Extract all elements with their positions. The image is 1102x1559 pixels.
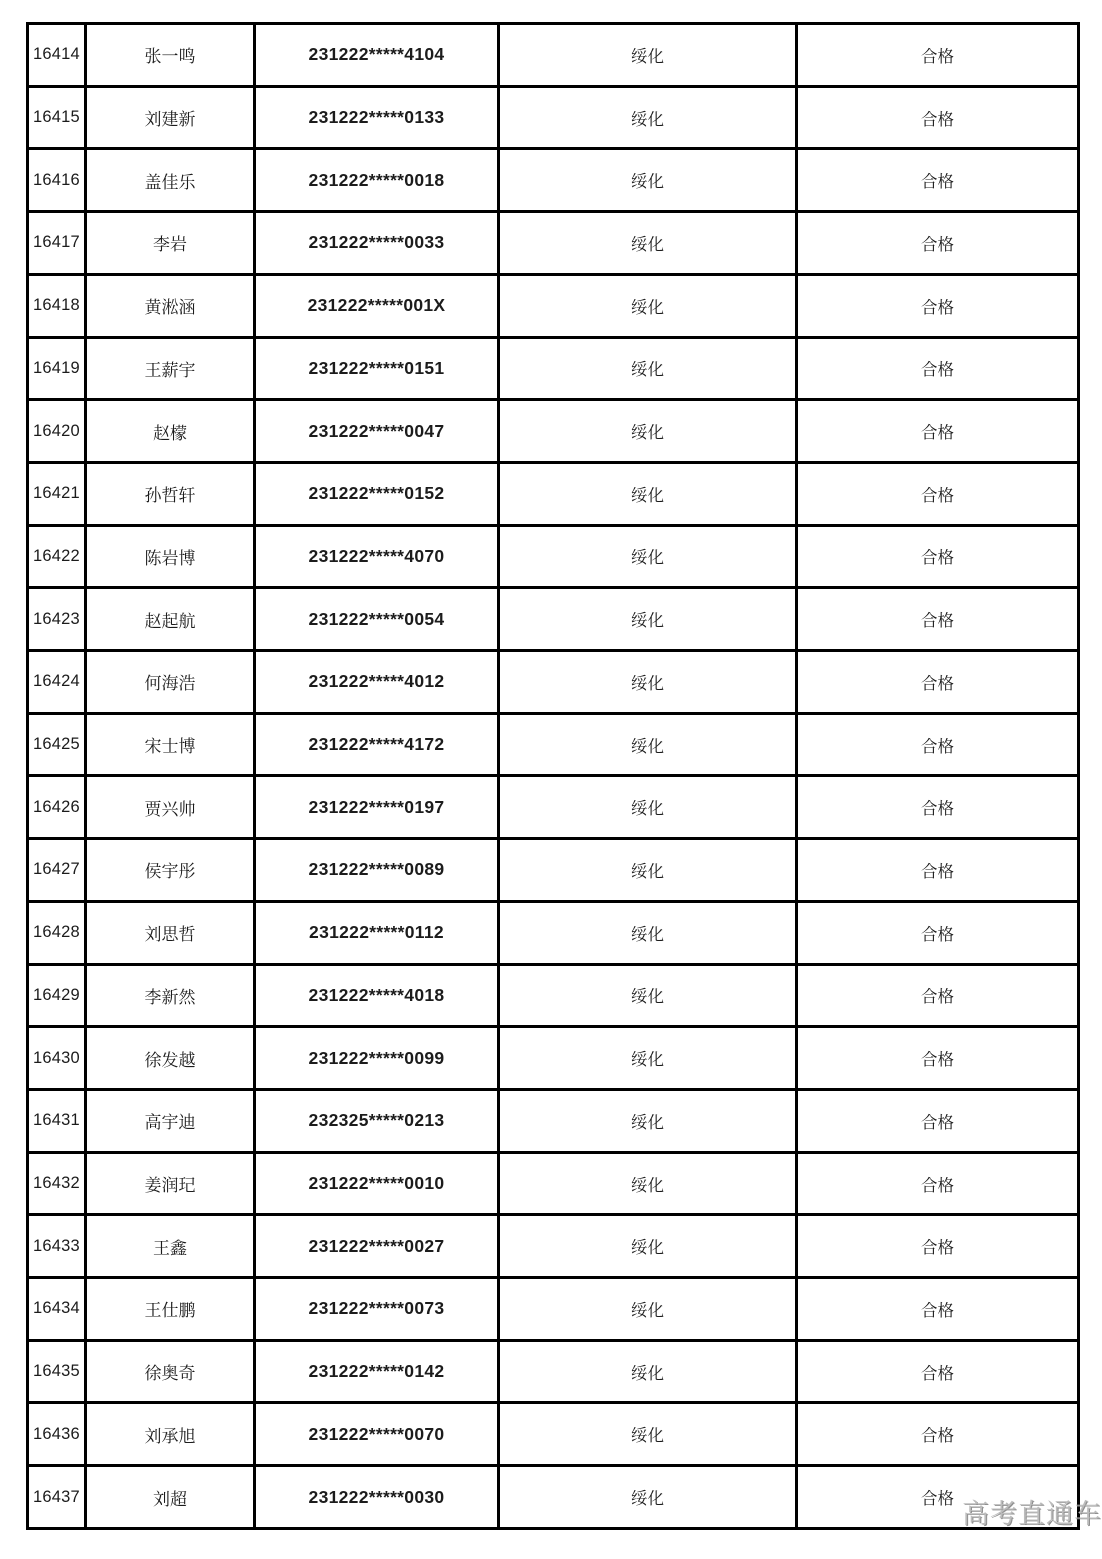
name-cell: 刘超 — [86, 1466, 255, 1529]
id-number-cell: 231222*****0142 — [255, 1340, 499, 1403]
city-cell: 绥化 — [499, 964, 797, 1027]
id-number-cell: 231222*****0197 — [255, 776, 499, 839]
seq-cell: 16427 — [28, 839, 86, 902]
seq-cell: 16429 — [28, 964, 86, 1027]
seq-cell: 16420 — [28, 400, 86, 463]
name-cell: 刘建新 — [86, 86, 255, 149]
city-cell: 绥化 — [499, 274, 797, 337]
table-row — [28, 337, 1079, 400]
table-row — [28, 1215, 1079, 1278]
name-cell: 孙哲轩 — [86, 462, 255, 525]
city-cell: 绥化 — [499, 1466, 797, 1529]
result-cell: 合格 — [797, 1340, 1079, 1403]
table-row — [28, 713, 1079, 776]
table-row — [28, 1152, 1079, 1215]
city-cell: 绥化 — [499, 86, 797, 149]
id-number-cell: 231222*****0027 — [255, 1215, 499, 1278]
seq-cell: 16437 — [28, 1466, 86, 1529]
name-cell: 宋士博 — [86, 713, 255, 776]
result-cell: 合格 — [797, 462, 1079, 525]
result-cell: 合格 — [797, 588, 1079, 651]
city-cell: 绥化 — [499, 1215, 797, 1278]
table-row — [28, 1027, 1079, 1090]
seq-cell: 16418 — [28, 274, 86, 337]
result-cell: 合格 — [797, 149, 1079, 212]
name-cell: 陈岩博 — [86, 525, 255, 588]
seq-cell: 16425 — [28, 713, 86, 776]
city-cell: 绥化 — [499, 462, 797, 525]
id-number-cell: 231222*****001X — [255, 274, 499, 337]
table-row — [28, 1278, 1079, 1341]
city-cell: 绥化 — [499, 651, 797, 714]
name-cell: 王鑫 — [86, 1215, 255, 1278]
result-cell: 合格 — [797, 337, 1079, 400]
id-number-cell: 231222*****4012 — [255, 651, 499, 714]
id-number-cell: 231222*****0089 — [255, 839, 499, 902]
id-number-cell: 231222*****4070 — [255, 525, 499, 588]
city-cell: 绥化 — [499, 1278, 797, 1341]
results-table — [26, 22, 1080, 1530]
seq-cell: 16430 — [28, 1027, 86, 1090]
result-cell: 合格 — [797, 1278, 1079, 1341]
seq-cell: 16424 — [28, 651, 86, 714]
table-row — [28, 400, 1079, 463]
city-cell: 绥化 — [499, 1152, 797, 1215]
city-cell: 绥化 — [499, 24, 797, 87]
name-cell: 何海浩 — [86, 651, 255, 714]
result-cell: 合格 — [797, 24, 1079, 87]
id-number-cell: 231222*****0099 — [255, 1027, 499, 1090]
city-cell: 绥化 — [499, 212, 797, 275]
name-cell: 刘思哲 — [86, 901, 255, 964]
table-row — [28, 1403, 1079, 1466]
seq-cell: 16426 — [28, 776, 86, 839]
result-cell: 合格 — [797, 901, 1079, 964]
id-number-cell: 231222*****0010 — [255, 1152, 499, 1215]
seq-cell: 16428 — [28, 901, 86, 964]
table-row — [28, 462, 1079, 525]
table-row — [28, 86, 1079, 149]
seq-cell: 16417 — [28, 212, 86, 275]
result-cell: 合格 — [797, 212, 1079, 275]
table-row — [28, 212, 1079, 275]
results-table-body — [28, 24, 1079, 1529]
watermark-logo-text: 高考直通车 — [962, 1499, 1102, 1529]
result-cell: 合格 — [797, 1466, 1079, 1529]
name-cell: 徐发越 — [86, 1027, 255, 1090]
city-cell: 绥化 — [499, 149, 797, 212]
seq-cell: 16434 — [28, 1278, 86, 1341]
table-row — [28, 24, 1079, 87]
seq-cell: 16423 — [28, 588, 86, 651]
id-number-cell: 231222*****0018 — [255, 149, 499, 212]
name-cell: 赵檬 — [86, 400, 255, 463]
city-cell: 绥化 — [499, 839, 797, 902]
id-number-cell: 231222*****4172 — [255, 713, 499, 776]
result-cell: 合格 — [797, 1027, 1079, 1090]
result-cell: 合格 — [797, 713, 1079, 776]
id-number-cell: 231222*****0030 — [255, 1466, 499, 1529]
seq-cell: 16435 — [28, 1340, 86, 1403]
result-cell: 合格 — [797, 525, 1079, 588]
id-number-cell: 231222*****0070 — [255, 1403, 499, 1466]
name-cell: 王仕鹏 — [86, 1278, 255, 1341]
table-row — [28, 274, 1079, 337]
id-number-cell: 231222*****0033 — [255, 212, 499, 275]
table-row — [28, 651, 1079, 714]
city-cell: 绥化 — [499, 776, 797, 839]
seq-cell: 16432 — [28, 1152, 86, 1215]
seq-cell: 16415 — [28, 86, 86, 149]
name-cell: 王薪宇 — [86, 337, 255, 400]
table-row — [28, 1089, 1079, 1152]
table-row — [28, 588, 1079, 651]
seq-cell: 16436 — [28, 1403, 86, 1466]
name-cell: 盖佳乐 — [86, 149, 255, 212]
name-cell: 刘承旭 — [86, 1403, 255, 1466]
seq-cell: 16416 — [28, 149, 86, 212]
table-row — [28, 839, 1079, 902]
result-cell: 合格 — [797, 1152, 1079, 1215]
name-cell: 高宇迪 — [86, 1089, 255, 1152]
seq-cell: 16414 — [28, 24, 86, 87]
seq-cell: 16433 — [28, 1215, 86, 1278]
city-cell: 绥化 — [499, 1027, 797, 1090]
city-cell: 绥化 — [499, 1089, 797, 1152]
id-number-cell: 231222*****0047 — [255, 400, 499, 463]
seq-cell: 16421 — [28, 462, 86, 525]
name-cell: 姜润玘 — [86, 1152, 255, 1215]
id-number-cell: 231222*****0151 — [255, 337, 499, 400]
id-number-cell: 231222*****0112 — [255, 901, 499, 964]
name-cell: 李岩 — [86, 212, 255, 275]
id-number-cell: 232325*****0213 — [255, 1089, 499, 1152]
city-cell: 绥化 — [499, 588, 797, 651]
name-cell: 徐奥奇 — [86, 1340, 255, 1403]
table-row — [28, 1466, 1079, 1529]
id-number-cell: 231222*****4018 — [255, 964, 499, 1027]
city-cell: 绥化 — [499, 1403, 797, 1466]
name-cell: 李新然 — [86, 964, 255, 1027]
table-row — [28, 149, 1079, 212]
result-cell: 合格 — [797, 1403, 1079, 1466]
city-cell: 绥化 — [499, 901, 797, 964]
city-cell: 绥化 — [499, 337, 797, 400]
id-number-cell: 231222*****4104 — [255, 24, 499, 87]
table-row — [28, 901, 1079, 964]
table-row — [28, 525, 1079, 588]
result-cell: 合格 — [797, 839, 1079, 902]
table-row — [28, 964, 1079, 1027]
city-cell: 绥化 — [499, 713, 797, 776]
name-cell: 赵起航 — [86, 588, 255, 651]
result-cell: 合格 — [797, 651, 1079, 714]
table-row — [28, 1340, 1079, 1403]
result-cell: 合格 — [797, 776, 1079, 839]
id-number-cell: 231222*****0152 — [255, 462, 499, 525]
id-number-cell: 231222*****0073 — [255, 1278, 499, 1341]
city-cell: 绥化 — [499, 400, 797, 463]
seq-cell: 16419 — [28, 337, 86, 400]
seq-cell: 16431 — [28, 1089, 86, 1152]
table-row — [28, 776, 1079, 839]
city-cell: 绥化 — [499, 1340, 797, 1403]
city-cell: 绥化 — [499, 525, 797, 588]
name-cell: 贾兴帅 — [86, 776, 255, 839]
result-cell: 合格 — [797, 964, 1079, 1027]
result-cell: 合格 — [797, 1215, 1079, 1278]
name-cell: 黄淞涵 — [86, 274, 255, 337]
result-cell: 合格 — [797, 86, 1079, 149]
result-cell: 合格 — [797, 274, 1079, 337]
name-cell: 侯宇彤 — [86, 839, 255, 902]
result-cell: 合格 — [797, 400, 1079, 463]
seq-cell: 16422 — [28, 525, 86, 588]
id-number-cell: 231222*****0054 — [255, 588, 499, 651]
id-number-cell: 231222*****0133 — [255, 86, 499, 149]
result-cell: 合格 — [797, 1089, 1079, 1152]
name-cell: 张一鸣 — [86, 24, 255, 87]
